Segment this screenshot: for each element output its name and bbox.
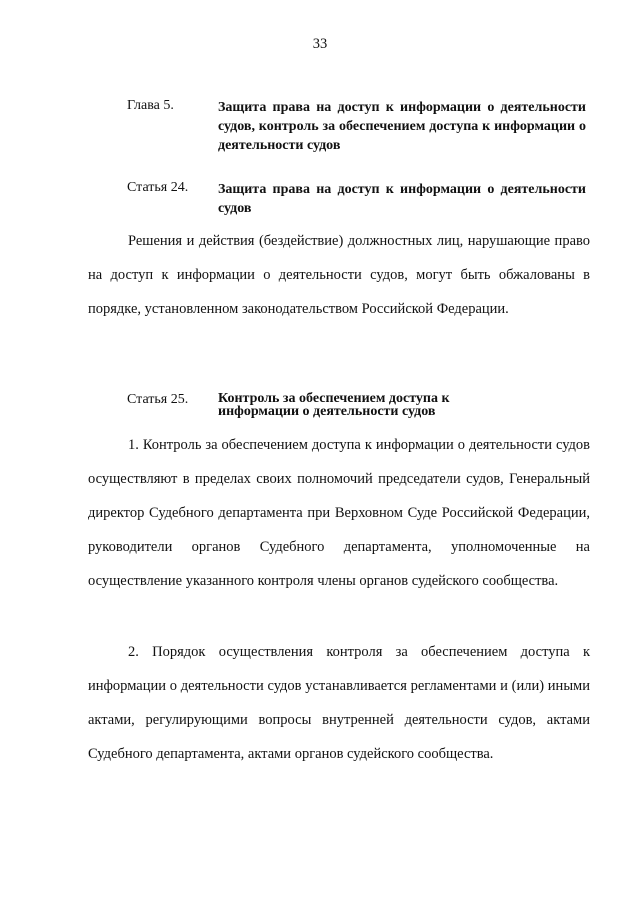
chapter-title: Защита права на доступ к информации о деятельности судов, контроль за обеспечением доступа к информации о деятельности судов — [218, 100, 586, 153]
article-25-paragraph-2: 2. Порядок осуществления контроля за обеспечением доступа к информации о деятельности судов устанавливается регламентами и (или) иными актами, регулирующими вопросы внутренней деятельности судов, актами Судебного департамента, актами органов судейского сообщества. — [88, 644, 590, 762]
article-25-label: Статья 25. — [127, 392, 189, 407]
page-number: 33 — [312, 36, 328, 52]
article-24-title: Защита права на доступ к информации о деятельности судов — [218, 182, 586, 216]
article-24-label: Статья 24. — [127, 180, 189, 195]
article-25-title: Контроль за обеспечением доступа к информации о деятельности судов — [218, 391, 450, 419]
chapter-label: Глава 5. — [127, 98, 174, 113]
article-25-paragraph-1: 1. Контроль за обеспечением доступа к информации о деятельности судов осуществляют в пределах своих полномочий председатели судов, Генеральный директор Судебного департамента при Верховном Суде Российской Федерации, руководители органов Судебного департамента, уполномоченные на осуществление указанного контроля члены органов судейского сообщества. — [88, 437, 590, 589]
article-24-paragraph: Решения и действия (бездействие) должностных лиц, нарушающие право на доступ к информации о деятельности судов, могут быть обжалованы в порядке, установленном законодательством Российской Федерации. — [88, 233, 590, 317]
